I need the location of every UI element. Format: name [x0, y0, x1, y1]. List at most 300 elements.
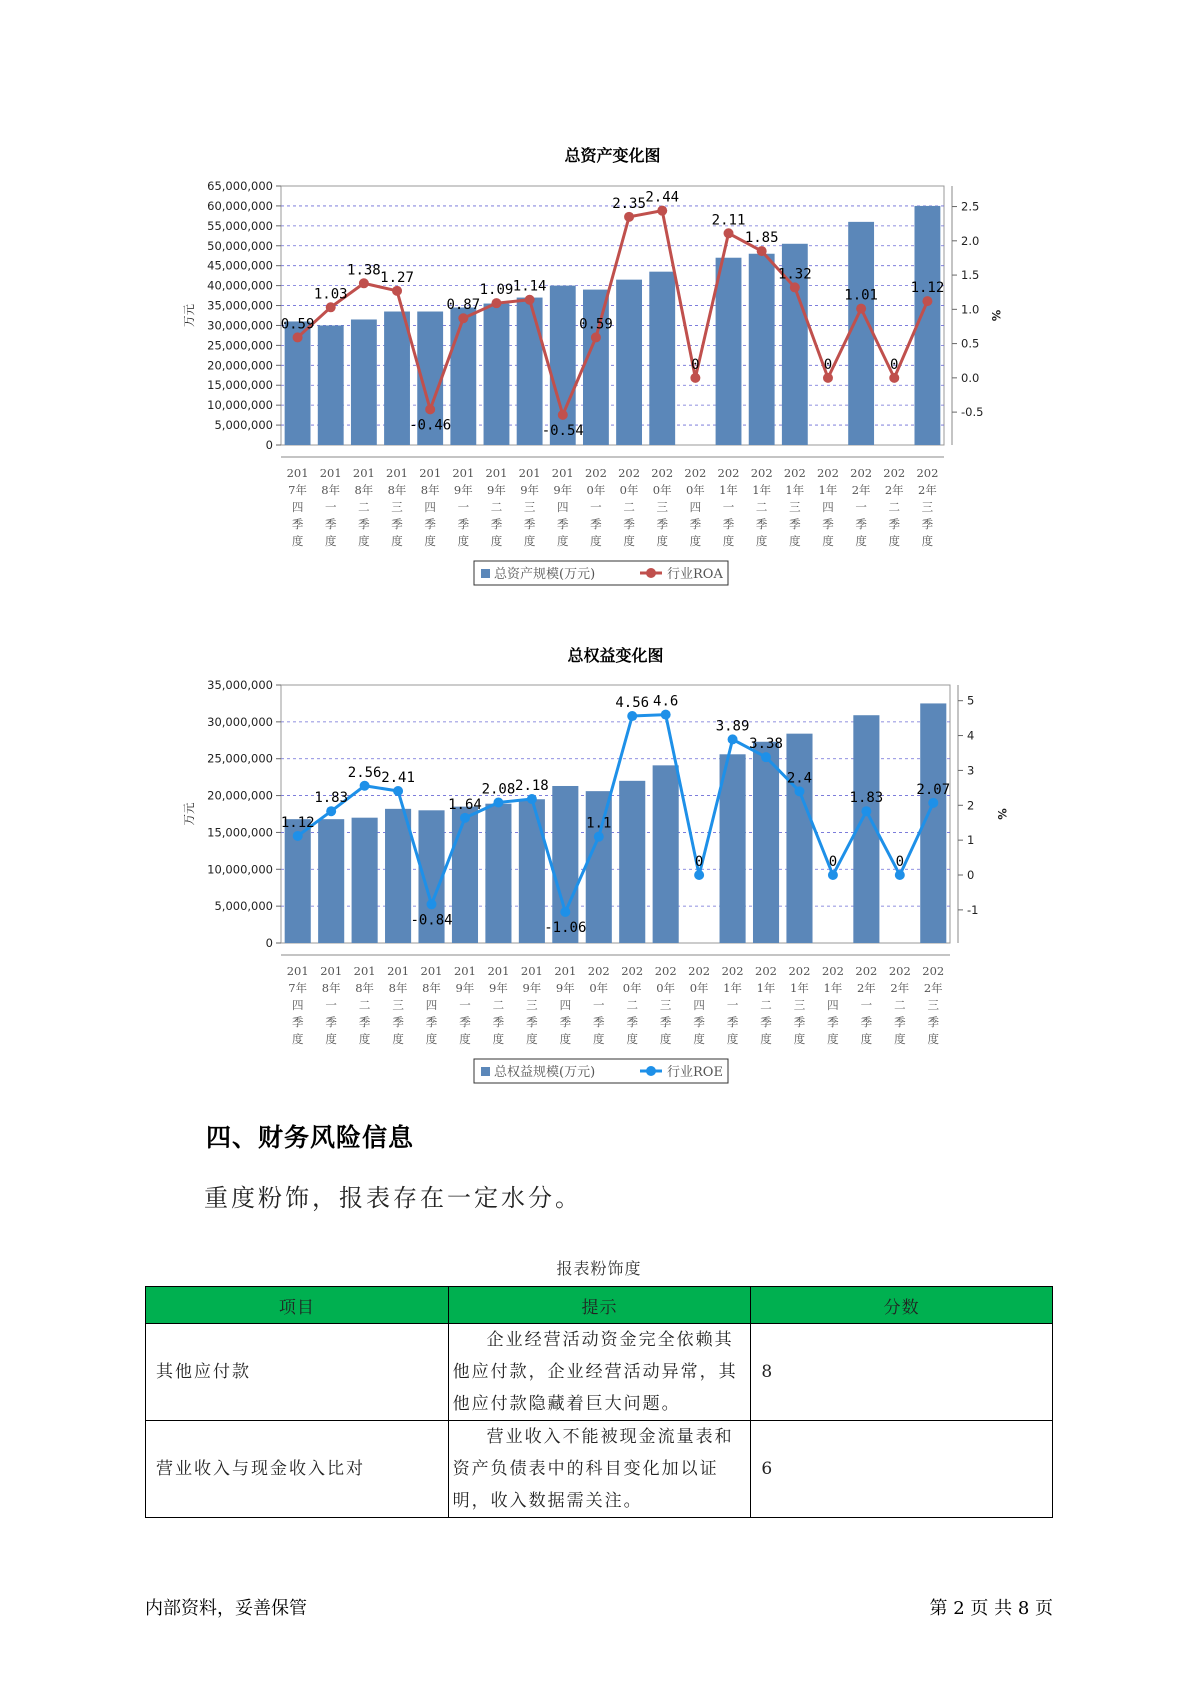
y-tick-label: 40,000,000 [207, 278, 273, 293]
data-label: 1.12 [280, 814, 315, 831]
bar [485, 804, 511, 943]
x-tick-label-line: 季 [590, 517, 602, 531]
series-point [491, 298, 501, 308]
x-tick-label [554, 964, 576, 1046]
x-tick-label-line: 一 [459, 998, 471, 1012]
data-label: 1.38 [347, 262, 381, 279]
data-label: 4.56 [615, 695, 650, 712]
x-tick-label [618, 466, 640, 548]
x-tick-label-line: 度 [760, 1032, 772, 1046]
data-label: 2.41 [381, 769, 415, 786]
x-tick-label-line: 度 [358, 1032, 371, 1046]
x-tick-label-line: 201 [286, 964, 309, 978]
x-tick-label-line: 三 [523, 500, 536, 514]
x-tick-label-line: 0年 [656, 981, 676, 995]
x-tick-label-line: 季 [894, 1015, 906, 1029]
x-tick-label-line: 2年 [851, 483, 871, 497]
data-label: -0.46 [409, 417, 452, 434]
data-label: 2.08 [481, 781, 516, 798]
x-tick-label-line: 季 [722, 517, 735, 531]
plot-area [281, 685, 950, 943]
x-tick-label-line: 201 [320, 964, 343, 978]
series-point [661, 710, 671, 720]
data-label: 1.64 [448, 796, 482, 813]
x-tick-label-line: 季 [358, 1015, 371, 1029]
x-tick-label-line: 季 [392, 1015, 404, 1029]
x-tick-label-line: 三 [656, 500, 668, 514]
x-tick-label-line: 季 [726, 1015, 739, 1029]
series-point [757, 246, 767, 256]
y-tick-label: 0 [265, 438, 273, 452]
x-tick-label-line: 9年 [487, 483, 506, 497]
series-point [493, 797, 503, 807]
total-equity-chart [0, 635, 1191, 1095]
series-point [326, 806, 336, 816]
legend-line-marker [646, 1066, 656, 1076]
x-tick-label-line: 202 [855, 964, 878, 978]
x-tick-label [387, 964, 409, 1046]
header-item: 项目 [146, 1287, 449, 1324]
x-tick-label-line: 季 [789, 517, 801, 531]
y-axis-title: 万元 [182, 304, 196, 327]
x-tick-label [521, 964, 543, 1046]
series-point [856, 304, 866, 314]
series-point [823, 373, 833, 383]
series-point [928, 798, 938, 808]
y2-tick-label: 0 [967, 868, 975, 883]
legend-bar-swatch [481, 569, 490, 578]
x-tick-label-line: 201 [286, 466, 309, 480]
series-point [360, 781, 370, 791]
x-tick-label-line: 201 [551, 466, 574, 480]
x-tick-label-line: 0年 [689, 981, 709, 995]
data-label: 0.59 [280, 316, 315, 333]
x-tick-label-line: 9年 [520, 483, 540, 497]
x-tick-label-line: 四 [693, 998, 705, 1012]
x-tick-label-line: 季 [425, 1015, 438, 1029]
y2-tick-label: 0.0 [961, 370, 980, 385]
data-label: 1.03 [313, 286, 348, 303]
x-tick-label [320, 964, 342, 1046]
series-point [922, 296, 932, 306]
x-tick-label-line: 季 [526, 1015, 538, 1029]
x-tick-label [621, 964, 643, 1046]
x-tick-label-line: 0年 [622, 981, 642, 995]
x-tick-label-line: 202 [888, 964, 911, 978]
x-tick-label [552, 466, 574, 548]
x-tick-label-line: 季 [860, 1015, 873, 1029]
series-point [728, 734, 738, 744]
x-tick-label-line: 一 [325, 998, 337, 1012]
x-tick-label-line: 四 [559, 998, 572, 1012]
x-tick-label-line: 201 [352, 466, 375, 480]
x-tick-label-line: 季 [523, 517, 536, 531]
y-tick-label: 10,000,000 [207, 398, 273, 413]
data-label: 2.35 [612, 195, 646, 212]
y2-tick-label: -1 [967, 902, 979, 917]
x-tick-label-line: 季 [424, 517, 436, 531]
data-label: 1.1 [586, 815, 612, 832]
x-tick-label-line: 二 [755, 500, 768, 514]
footer-page-number: 第 2 页 共 8 页 [929, 1598, 1053, 1619]
y-tick-label: 5,000,000 [214, 418, 273, 433]
x-tick-label-line: 季 [291, 517, 304, 531]
x-tick-label-line: 二 [626, 998, 638, 1012]
x-tick-label [354, 964, 376, 1046]
x-tick-label-line: 一 [726, 998, 739, 1012]
data-label: 0 [895, 854, 905, 871]
x-tick-label-line: 一 [722, 500, 735, 514]
series-point [525, 295, 535, 305]
x-tick-label-line: 202 [618, 466, 641, 480]
series-point [460, 813, 470, 823]
bar [753, 742, 779, 943]
x-tick-label [755, 964, 777, 1046]
x-tick-label-line: 202 [654, 964, 677, 978]
x-tick-label-line: 二 [492, 998, 505, 1012]
x-tick-label-line: 9年 [553, 483, 573, 497]
y2-tick-label: 2.5 [961, 199, 980, 214]
x-tick-label-line: 9年 [555, 981, 575, 995]
x-tick-label-line: 季 [626, 1015, 638, 1029]
table-header-row [146, 1287, 1053, 1324]
bar [616, 280, 642, 445]
x-tick-label-line: 一 [593, 998, 605, 1012]
y-tick-label: 25,000,000 [207, 338, 273, 353]
x-tick-label-line: 202 [651, 466, 674, 480]
x-tick-label-line: 度 [860, 1032, 873, 1046]
y-tick-label: 15,000,000 [207, 378, 273, 393]
x-tick-label-line: 三 [927, 998, 940, 1012]
series-point [293, 831, 303, 841]
x-tick-label-line: 季 [391, 517, 403, 531]
x-tick-label-line: 度 [593, 1032, 605, 1046]
x-tick-label-line: 度 [358, 534, 370, 548]
x-tick-label-line: 202 [755, 964, 778, 978]
data-label: 3.38 [749, 736, 783, 753]
data-label: 2.56 [347, 764, 382, 781]
data-label: 0.87 [446, 297, 481, 314]
x-tick-label-line: 度 [523, 534, 536, 548]
x-tick-label-line: 201 [420, 964, 443, 978]
data-label: -0.54 [541, 422, 584, 439]
x-tick-label-line: 1年 [790, 981, 809, 995]
y2-axis-title: % [989, 309, 1003, 322]
x-tick-label [487, 964, 509, 1046]
bar [352, 818, 378, 943]
data-label: 0 [694, 854, 704, 871]
series-point [527, 794, 537, 804]
legend-line-marker [646, 568, 656, 578]
y2-tick-label: 0.5 [961, 336, 980, 351]
x-tick-label-line: 四 [425, 998, 438, 1012]
y2-tick-label: 4 [967, 728, 975, 743]
x-tick-label [519, 466, 541, 548]
x-tick-label-line: 201 [554, 964, 577, 978]
series-point [690, 373, 700, 383]
x-tick-label-line: 201 [485, 466, 508, 480]
x-tick-label [751, 466, 773, 548]
x-tick-label-line: 度 [827, 1032, 839, 1046]
x-tick-label-line: 度 [425, 1032, 438, 1046]
data-label: 0 [828, 854, 838, 871]
x-tick-label-line: 9年 [489, 981, 508, 995]
x-tick-label [784, 466, 806, 548]
data-label: 2.07 [916, 781, 951, 798]
x-tick-label-line: 度 [392, 1032, 404, 1046]
footer-confidential: 内部资料，妥善保管 [145, 1598, 307, 1619]
x-tick-label-line: 季 [793, 1015, 806, 1029]
y2-axis-title: % [995, 808, 1009, 820]
series-point [895, 870, 905, 880]
data-label: 1.27 [380, 269, 414, 286]
y-axis-title: 万元 [182, 802, 196, 826]
x-tick-label-line: 度 [855, 534, 867, 548]
legend [474, 1059, 728, 1083]
x-tick-label-line: 度 [822, 534, 834, 548]
y2-tick-label: 3 [967, 763, 975, 778]
x-tick-label-line: 二 [623, 500, 635, 514]
bar [786, 734, 812, 943]
bar [649, 272, 675, 445]
x-tick-label [287, 466, 309, 548]
x-tick-label-line: 季 [659, 1015, 672, 1029]
x-tick-label-line: 度 [894, 1032, 906, 1046]
x-tick-label-line: 三 [659, 998, 672, 1012]
x-tick-label-line: 度 [623, 534, 635, 548]
bar [550, 286, 576, 445]
data-label: 2.44 [645, 189, 680, 206]
x-tick-label-line: 度 [492, 1032, 505, 1046]
data-label: 1.83 [849, 790, 884, 807]
series-point [657, 206, 667, 216]
series-point [828, 870, 838, 880]
x-tick-label-line: 度 [626, 1032, 638, 1046]
x-tick-label-line: 季 [693, 1015, 705, 1029]
table-row [146, 1421, 1053, 1518]
y2-tick-label: 2 [967, 798, 975, 813]
x-tick-label-line: 二 [358, 998, 371, 1012]
x-tick-label-line: 1年 [752, 483, 772, 497]
x-tick-label [684, 466, 706, 548]
data-label: -0.84 [410, 912, 453, 929]
x-tick-label-line: 度 [927, 1032, 940, 1046]
x-tick-label-line: 0年 [619, 483, 639, 497]
x-tick-label-line: 度 [457, 534, 470, 548]
x-tick-label [421, 964, 443, 1046]
x-tick-label-line: 四 [827, 998, 839, 1012]
bar [749, 254, 775, 445]
x-tick-label-line: 季 [291, 1015, 304, 1029]
series-point [790, 282, 800, 292]
legend [474, 561, 728, 585]
x-tick-label-line: 202 [850, 466, 873, 480]
x-tick-label-line: 201 [520, 964, 543, 978]
y-tick-label: 25,000,000 [207, 751, 273, 766]
row-item: 其他应付款 [146, 1324, 449, 1421]
x-tick-label-line: 202 [788, 964, 811, 978]
series-point [624, 212, 634, 222]
y-tick-label: 30,000,000 [207, 714, 273, 729]
x-tick-label-line: 二 [490, 500, 503, 514]
x-tick-label-line: 201 [319, 466, 342, 480]
series-point [392, 286, 402, 296]
x-tick-label-line: 季 [358, 517, 370, 531]
x-tick-label-line: 201 [487, 964, 510, 978]
x-tick-label-line: 季 [325, 1015, 337, 1029]
bar [484, 304, 510, 445]
x-tick-label-line: 一 [324, 500, 337, 514]
x-tick-label-line: 8年 [321, 483, 341, 497]
data-label: 4.6 [653, 693, 679, 710]
x-tick-label-line: 1年 [756, 981, 776, 995]
x-tick-label-line: 2年 [884, 483, 904, 497]
data-label: 1.85 [744, 230, 779, 247]
x-tick-label-line: 201 [419, 466, 442, 480]
x-tick-label-line: 202 [922, 964, 945, 978]
x-tick-label-line: 季 [656, 517, 668, 531]
data-label: 1.14 [512, 278, 547, 295]
bar [452, 807, 478, 943]
x-tick-label-line: 季 [490, 517, 503, 531]
x-tick-label-line: 度 [424, 534, 436, 548]
x-tick-label-line: 季 [927, 1015, 940, 1029]
bar [318, 325, 344, 445]
x-tick-label-line: 度 [793, 1032, 806, 1046]
data-label: 1.12 [910, 280, 945, 297]
x-tick-label-line: 季 [921, 517, 934, 531]
x-tick-label-line: 季 [457, 517, 470, 531]
y-tick-label: 45,000,000 [207, 258, 273, 273]
x-tick-label-line: 季 [888, 517, 901, 531]
y2-tick-label: 2.0 [961, 233, 980, 248]
x-tick-label-line: 季 [755, 517, 768, 531]
x-tick-label-line: 7年 [288, 483, 307, 497]
row-item: 营业收入与现金收入比对 [146, 1421, 449, 1518]
x-tick-label [320, 466, 342, 548]
y2-tick-label: 5 [967, 693, 975, 708]
row-hint: 企业经营活动资金完全依赖其他应付款，企业经营活动异常，其他应付款隐藏着巨大问题。 [448, 1324, 751, 1421]
x-tick-label-line: 1年 [818, 483, 838, 497]
x-tick-label [850, 466, 872, 548]
x-tick-label-line: 度 [755, 534, 768, 548]
x-tick-label-line: 季 [689, 517, 702, 531]
series-point [458, 313, 468, 323]
table-row [146, 1324, 1053, 1421]
bar [517, 298, 543, 445]
x-tick-label-line: 1年 [719, 483, 738, 497]
x-tick-label-line: 季 [557, 517, 569, 531]
bar [351, 319, 377, 445]
x-tick-label-line: 202 [783, 466, 806, 480]
x-tick-label [588, 964, 610, 1046]
risk-table [145, 1286, 1053, 1518]
x-tick-label-line: 9年 [453, 483, 473, 497]
bar [519, 799, 545, 943]
bar [653, 765, 679, 943]
x-tick-label-line: 三 [793, 998, 806, 1012]
x-tick-label-line: 8年 [422, 981, 441, 995]
risk-summary: 重度粉饰，报表存在一定水分。 [204, 1184, 582, 1212]
x-tick-label-line: 度 [391, 534, 403, 548]
x-tick-label-line: 201 [452, 466, 475, 480]
data-label: 1.83 [314, 790, 349, 807]
x-tick-label-line: 度 [789, 534, 801, 548]
x-tick-label-line: 二 [358, 500, 370, 514]
x-tick-label [452, 466, 474, 548]
x-tick-label-line: 一 [590, 500, 602, 514]
x-tick-label-line: 三 [789, 500, 801, 514]
series-point [359, 278, 369, 288]
series-point [861, 806, 871, 816]
legend-line-label: 行业ROA [667, 567, 723, 582]
series-point [326, 302, 336, 312]
x-tick-label [655, 964, 677, 1046]
bar [586, 791, 612, 943]
x-tick-label-line: 202 [821, 964, 844, 978]
x-tick-label-line: 二 [894, 998, 906, 1012]
y-tick-label: 50,000,000 [207, 238, 273, 253]
x-tick-label [722, 964, 744, 1046]
y-tick-label: 15,000,000 [207, 825, 273, 840]
x-tick-label-line: 1年 [823, 981, 843, 995]
x-tick-label [883, 466, 905, 548]
x-tick-label-line: 度 [324, 534, 337, 548]
x-tick-label-line: 9年 [455, 981, 475, 995]
x-tick-label [916, 466, 938, 548]
x-tick-label-line: 季 [760, 1015, 772, 1029]
x-tick-label-line: 二 [760, 998, 772, 1012]
x-tick-label [485, 466, 507, 548]
data-label: 0 [890, 356, 899, 373]
x-tick-label-line: 202 [621, 964, 644, 978]
series-point [794, 786, 804, 796]
x-tick-label-line: 9年 [522, 981, 542, 995]
series-point [594, 832, 604, 842]
x-tick-label-line: 季 [822, 517, 834, 531]
data-label: 3.89 [715, 718, 750, 735]
y-tick-label: 10,000,000 [207, 862, 273, 877]
bar [716, 258, 742, 445]
x-tick-label-line: 度 [291, 534, 304, 548]
x-tick-label-line: 202 [883, 466, 906, 480]
data-label: 1.32 [777, 266, 812, 283]
x-tick-label-line: 三 [391, 500, 403, 514]
y-tick-label: 60,000,000 [207, 198, 273, 213]
legend-bar-label: 总资产规模(万元) [494, 567, 596, 582]
series-point [393, 786, 403, 796]
x-tick-label-line: 8年 [354, 483, 374, 497]
x-tick-label-line: 7年 [288, 981, 308, 995]
series-point [427, 899, 437, 909]
series-point [560, 907, 570, 917]
series-point [627, 711, 637, 721]
x-tick-label-line: 201 [386, 466, 409, 480]
x-tick-label-line: 202 [688, 964, 711, 978]
header-hint: 提示 [448, 1287, 751, 1324]
x-tick-label [822, 964, 844, 1046]
x-tick-label-line: 度 [490, 534, 503, 548]
header-score: 分数 [751, 1287, 1053, 1324]
x-tick-label-line: 度 [590, 534, 602, 548]
x-tick-label [287, 964, 309, 1046]
row-hint: 营业收入不能被现金流量表和资产负债表中的科目变化加以证明，收入数据需关注。 [448, 1421, 751, 1518]
x-tick-label [855, 964, 877, 1046]
x-tick-label-line: 度 [659, 1032, 672, 1046]
y-tick-label: 20,000,000 [207, 358, 273, 373]
x-tick-label-line: 度 [557, 534, 569, 548]
bar [318, 819, 344, 943]
